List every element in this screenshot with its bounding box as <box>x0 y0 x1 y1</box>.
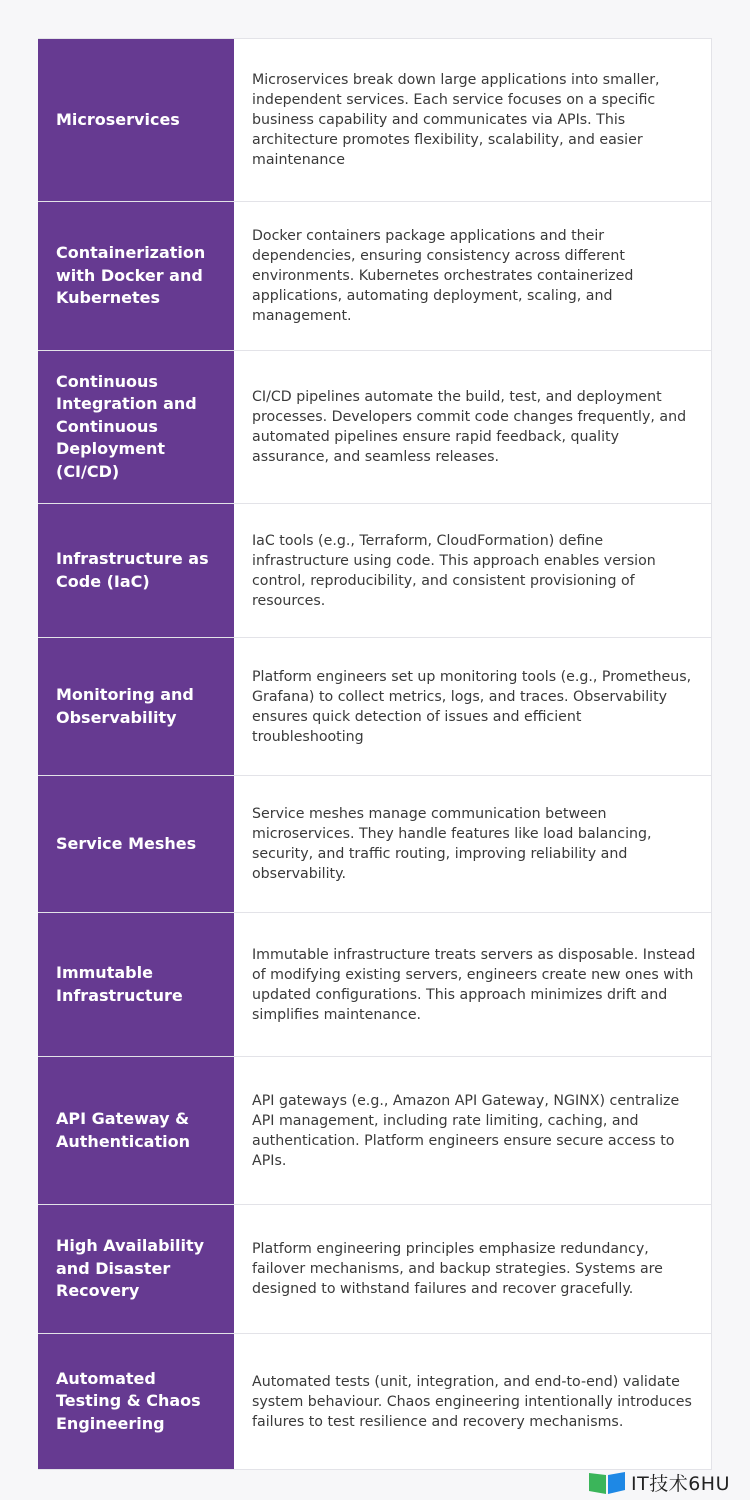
row-term: High Availability and Disaster Recovery <box>38 1205 234 1333</box>
row-definition: Docker containers package applications and their dependencies, ensuring consistency across different environments. Kubernetes orchestrates containerized applications, automating deployment, scaling, and management. <box>234 202 712 350</box>
row-definition: Immutable infrastructure treats servers as disposable. Instead of modifying existing servers, engineers create new ones with updated configurations. This approach minimizes drift and simplifies maintenance. <box>234 913 712 1056</box>
row-term: Automated Testing & Chaos Engineering <box>38 1334 234 1469</box>
table-row <box>38 776 712 913</box>
row-term: Monitoring and Observability <box>38 638 234 775</box>
table-row <box>38 504 712 638</box>
table-row <box>38 202 712 351</box>
row-definition: Service meshes manage communication between microservices. They handle features like load balancing, security, and traffic routing, improving reliability and observability. <box>234 776 712 912</box>
row-term: Containerization with Docker and Kubernetes <box>38 202 234 350</box>
watermark <box>588 1467 730 1497</box>
table-row <box>38 913 712 1057</box>
row-term: API Gateway & Authentication <box>38 1057 234 1204</box>
row-term: Immutable Infrastructure <box>38 913 234 1056</box>
table-row <box>38 1334 712 1470</box>
row-term: Microservices <box>38 39 234 201</box>
row-definition: Platform engineering principles emphasize redundancy, failover mechanisms, and backup strategies. Systems are designed to withstand failures and recover gracefully. <box>234 1205 712 1333</box>
table-row <box>38 351 712 504</box>
row-definition: Automated tests (unit, integration, and end-to-end) validate system behaviour. Chaos engineering intentionally introduces failures to test resilience and recovery mechanisms. <box>234 1334 712 1469</box>
row-definition: IaC tools (e.g., Terraform, CloudFormation) define infrastructure using code. This approach enables version control, reproducibility, and consistent provisioning of resources. <box>234 504 712 637</box>
book-logo-icon <box>588 1469 626 1495</box>
row-term: Continuous Integration and Continuous Deployment (CI/CD) <box>38 351 234 503</box>
watermark-text: IT技术6HU <box>631 1472 730 1495</box>
row-term: Infrastructure as Code (IaC) <box>38 504 234 637</box>
row-term: Service Meshes <box>38 776 234 912</box>
concepts-table <box>38 38 712 1470</box>
row-definition: API gateways (e.g., Amazon API Gateway, NGINX) centralize API management, including rate limiting, caching, and authentication. Platform engineers ensure secure access to APIs. <box>234 1057 712 1204</box>
row-definition: CI/CD pipelines automate the build, test, and deployment processes. Developers commit code changes frequently, and automated pipelines ensure rapid feedback, quality assurance, and seamless releases. <box>234 351 712 503</box>
table-row <box>38 638 712 776</box>
row-definition: Microservices break down large applications into smaller, independent services. Each service focuses on a specific business capability and communicates via APIs. This architecture promotes flexibility, scalability, and easier maintenance <box>234 39 712 201</box>
table-row <box>38 1057 712 1205</box>
row-definition: Platform engineers set up monitoring tools (e.g., Prometheus, Grafana) to collect metrics, logs, and traces. Observability ensures quick detection of issues and efficient troubleshooting <box>234 638 712 775</box>
table-row <box>38 39 712 202</box>
table-row <box>38 1205 712 1334</box>
